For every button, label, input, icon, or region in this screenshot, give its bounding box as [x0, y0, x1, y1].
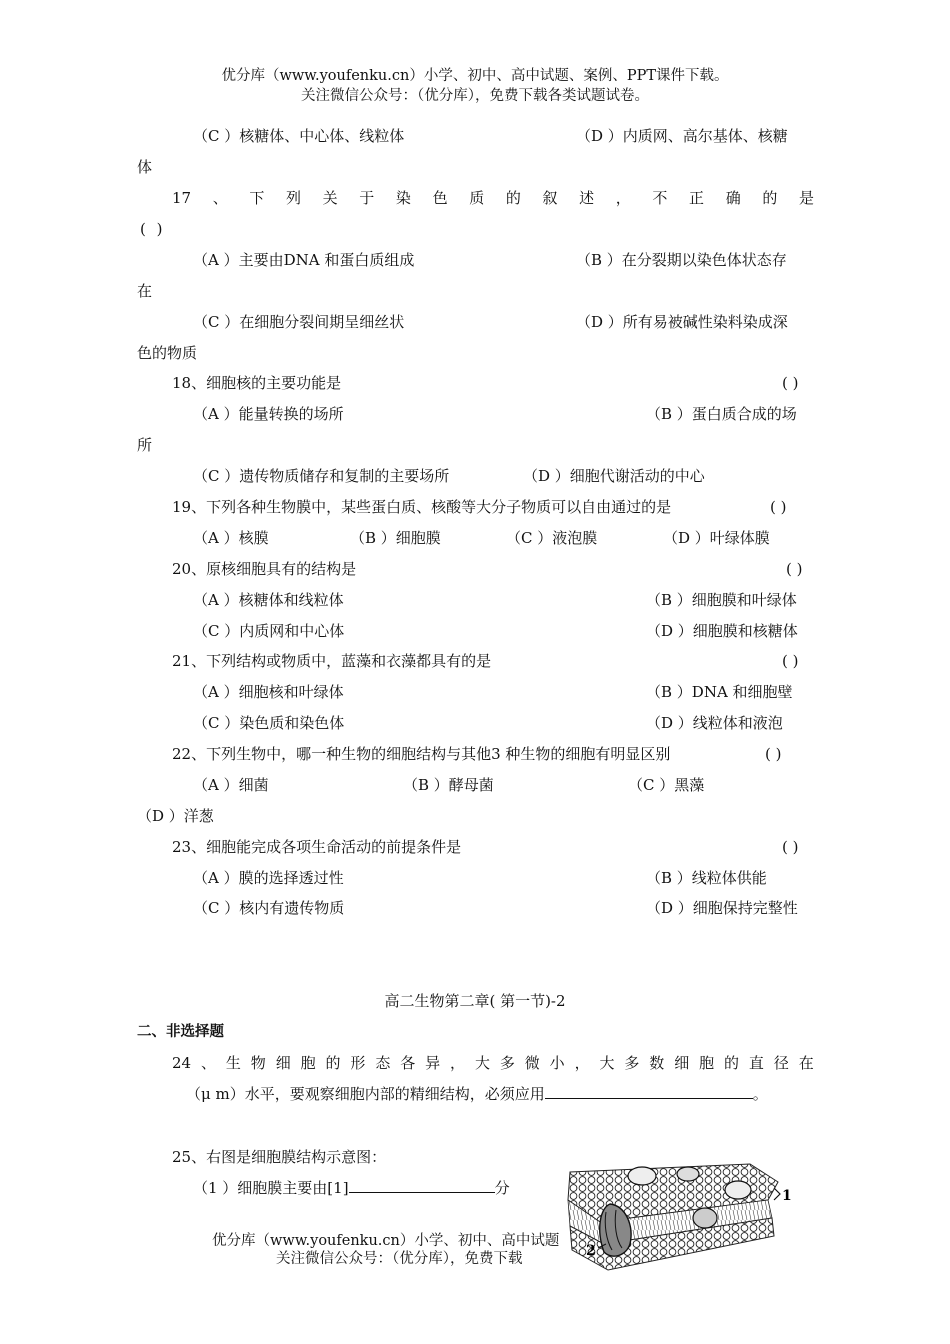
q19-option-a: （A ）核膜	[193, 529, 269, 547]
header-line-2: 关注微信公众号：（优分库），免费下载各类试题试卷。	[301, 88, 649, 104]
footer-line-1: 优分库（www.youfenku.cn）小学、初中、高中试题	[212, 1233, 560, 1249]
q22-answer-paren: ( )	[765, 745, 782, 763]
q17-option-c: （C ）在细胞分裂间期呈细丝状	[193, 313, 405, 331]
q25-stem: 25、右图是细胞膜结构示意图：	[172, 1148, 387, 1166]
q19-option-d: （D ）叶绿体膜	[663, 529, 770, 547]
q17-option-a: （A ）主要由DNA 和蛋白质组成	[193, 251, 415, 269]
q21-option-b: （B ）DNA 和细胞壁	[646, 683, 793, 701]
protein-2	[677, 1167, 699, 1181]
q16-option-d: （D ）内质网、高尔基体、核糖	[576, 127, 788, 145]
header-line-1: 优分库（www.youfenku.cn）小学、初中、高中试题、案例、PPT课件下载。	[221, 68, 729, 84]
protein-3	[725, 1181, 751, 1199]
q20-stem: 20、原核细胞具有的结构是	[172, 560, 357, 578]
q17-option-d-cont: 色的物质	[137, 344, 198, 362]
q18-option-d: （D ）细胞代谢活动的中心	[523, 467, 705, 485]
q22-option-a: （A ）细菌	[193, 776, 269, 794]
q21-option-a: （A ）细胞核和叶绿体	[193, 683, 344, 701]
q22-option-b: （B ）酵母菌	[403, 776, 494, 794]
footer-line-2: 关注微信公众号：（优分库），免费下载	[276, 1251, 523, 1267]
q22-stem: 22、下列生物中，哪一种生物的细胞结构与其他3 种生物的细胞有明显区别	[172, 745, 671, 763]
q17-option-d: （D ）所有易被碱性染料染成深	[576, 313, 788, 331]
q18-option-b-cont: 所	[137, 436, 153, 454]
q19-answer-paren: ( )	[770, 498, 787, 516]
q18-option-c: （C ）遗传物质储存和复制的主要场所	[193, 467, 450, 485]
q23-option-d: （D ）细胞保持完整性	[646, 899, 798, 917]
q24-stem: 24 、 生 物 细 胞 的 形 态 各 异 ， 大 多 微 小 ， 大 多 数 细 胞 的 直 径 在	[172, 1054, 814, 1072]
q23-answer-paren: ( )	[782, 838, 799, 856]
q22-option-d: （D ）洋葱	[137, 807, 214, 825]
protein-1	[628, 1167, 656, 1185]
q25-sub-1	[193, 1178, 510, 1198]
q16-option-c: （C ）核糖体、中心体、线粒体	[193, 127, 405, 145]
q17-stem: 17 、 下 列 关 于 染 色 质 的 叙 述 ， 不 正 确 的 是	[172, 189, 814, 207]
label-1: 1	[782, 1188, 792, 1204]
q23-option-b: （B ）线粒体供能	[646, 869, 767, 887]
section-2-title: 二、非选择题	[137, 1024, 224, 1040]
q19-option-b: （B ）细胞膜	[350, 529, 441, 547]
q18-option-b: （B ）蛋白质合成的场	[646, 405, 797, 423]
q20-option-b: （B ）细胞膜和叶绿体	[646, 591, 797, 609]
q18-stem: 18、细胞核的主要功能是	[172, 374, 342, 392]
q20-option-d: （D ）细胞膜和核糖体	[646, 622, 798, 640]
q20-option-a: （A ）核糖体和线粒体	[193, 591, 344, 609]
q25-answer-blank-1[interactable]	[349, 1178, 495, 1193]
q21-stem: 21、下列结构或物质中，蓝藻和衣藻都具有的是	[172, 652, 492, 670]
q23-stem: 23、细胞能完成各项生命活动的前提条件是	[172, 838, 462, 856]
protein-4	[693, 1208, 717, 1228]
q19-option-c: （C ）液泡膜	[506, 529, 598, 547]
q23-option-a: （A ）膜的选择透过性	[193, 869, 344, 887]
q18-option-a: （A ）能量转换的场所	[193, 405, 344, 423]
q20-answer-paren: ( )	[786, 560, 803, 578]
q24-answer-blank[interactable]	[545, 1084, 753, 1099]
label-2: 2	[586, 1243, 596, 1259]
q24-line-2	[186, 1084, 768, 1104]
q19-stem: 19、下列各种生物膜中，某些蛋白质、核酸等大分子物质可以自由通过的是	[172, 498, 672, 516]
q24-line-2-end: 。	[752, 1085, 768, 1103]
q25-sub-1-text: （1 ）细胞膜主要由[1]	[193, 1179, 349, 1197]
q23-option-c: （C ）核内有遗传物质	[193, 899, 345, 917]
q20-option-c: （C ）内质网和中心体	[193, 622, 345, 640]
cell-membrane-diagram	[560, 1160, 800, 1282]
q21-answer-paren: ( )	[782, 652, 799, 670]
q17-answer-paren: ( )	[140, 220, 163, 238]
q18-answer-paren: ( )	[782, 374, 799, 392]
q17-option-b-cont: 在	[137, 282, 153, 300]
q22-option-c: （C ）黑藻	[628, 776, 705, 794]
q21-option-c: （C ）染色质和染色体	[193, 714, 345, 732]
q16-option-d-cont: 体	[137, 158, 153, 176]
page-title: 高二生物第二章( 第一节)-2	[384, 992, 566, 1010]
q21-option-d: （D ）线粒体和液泡	[646, 714, 783, 732]
q24-line-2-text: （μ m）水平，要观察细胞内部的精细结构，必须应用	[186, 1085, 545, 1103]
q17-option-b: （B ）在分裂期以染色体状态存	[576, 251, 787, 269]
q25-sub-1-end: 分	[494, 1179, 510, 1197]
